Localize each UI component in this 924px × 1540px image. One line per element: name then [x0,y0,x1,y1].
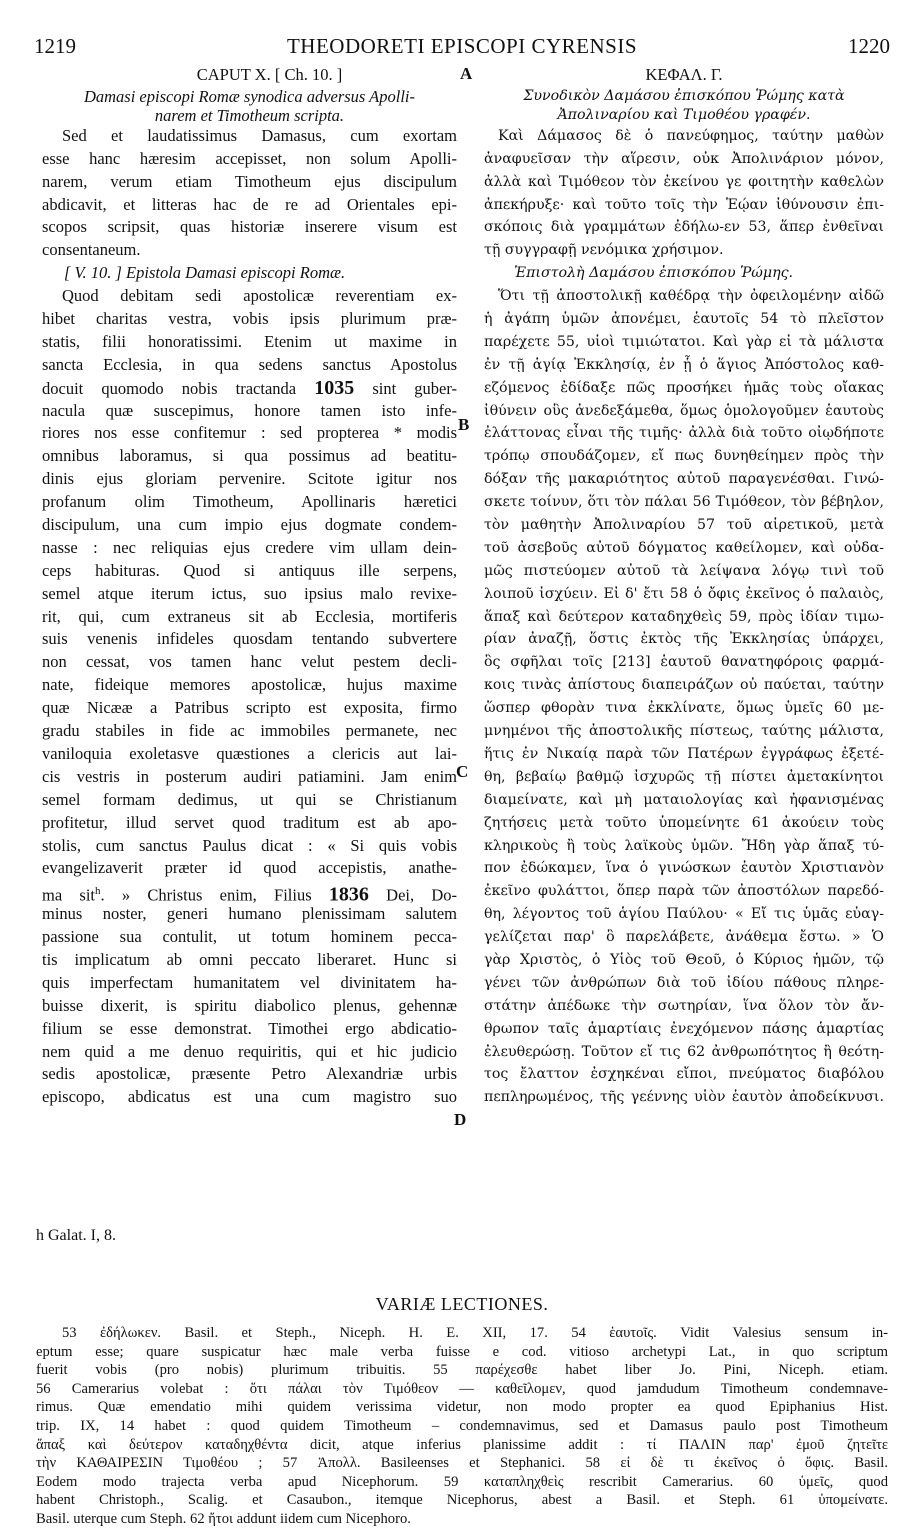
text-line: ἥτις ἐν Νικαίᾳ παρὰ τῶν Πατέρων ἐγγράφως ἐξετέ- [484,745,884,762]
text-segment: docuit quomodo nobis tractanda [42,378,297,398]
text-line: τος ἔλαττον ἐσχηκέναι εἴποι, πνεύματος διαβόλου [484,1066,884,1083]
latin-chapter-subtitle: Damasi episcopi Romæ synodica adversus Apolli- [83,86,416,106]
greek-letter-heading: Ἐπιστολὴ Δαμάσου ἐπισκόπου Ῥώμης. [514,265,794,282]
greek-chapter-subtitle: Συνοδικὸν Δαμάσου ἐπισκόπου Ῥώμης κατὰ [523,87,845,104]
variant-line: Eodem modo trajecta verba apud Nicephorum. 59 καταπληχθεὶς rescribit Camerarius. 60 ὑμεῖς, quod [36,1473,888,1490]
text-line: σκετε τοίνυν, ὅτι τὸν πάλαι 56 Τιμόθεον, τὸν βέβηλον, [484,494,884,511]
greek-chapter-subtitle: Ἀπολιναρίου καὶ Τιμοθέου γραφέν. [557,106,811,123]
text-line: ὥσπερ φθορὰν τινα ἐκκλίνατε, ὅμως ὑμεῖς 60 με- [484,700,884,717]
text-line: γένει τῶν ἀνθρώπων διὰ τοῦ ἰδίου πάθους πληρε- [484,974,884,991]
text-segment: Dei, Do- [386,885,457,904]
text-line: γὰρ Χριστὸς, ὁ Υἱὸς τοῦ Θεοῦ, ὁ Κύριος ἡμῶν, τῷ [484,951,884,968]
text-line: nasse : nec reliquias ejus credere vim ullam dein- [42,537,457,557]
latin-chapter-subtitle: narem et Timotheum scripta. [154,105,345,125]
text-line: στάτην ἀπέδωκε τὴν σωτηρίαν, ἵνα ὅλον τὸν ἄν- [484,997,884,1014]
text-line: σκόποις διὰ γραμμάτων ἐδήλω-εν 53, ἅπερ ἐνθεῖναι [484,219,884,236]
margin-letter-b: B [458,415,470,434]
text-line: buisse dixerit, is spiritu diabolico plenus, gehennæ [42,995,457,1015]
text-line: hibet charitas vestra, vobis ipsis plurimum præ- [42,309,457,329]
text-line: stolis, cum sanctus Paulus dicat : « Si quis vobis [42,835,457,855]
text-line: λοιποῦ ἰσχύειν. Εἰ δ' ἔτι 58 ὁ ὄφις ἐκεῖνος ὁ παλαιὸς, [484,585,884,602]
footnote: h Galat. I, 8. [36,1227,116,1244]
variant-line: 56 Camerarius volebat : ὅτι πάλαι τὸν Τιμόθεον — καθεῖλομεν, quod jamdudum Timotheum condemnave- [36,1380,888,1397]
text-line: sedis apostolicæ, præsente Petro Alexandriæ urbis [42,1064,457,1084]
variant-line: ἅπαξ καὶ δεύτερον καταδηχθέντα dicit, atque inferius planissime addit : τί ΠΑΛΙΝ παρ' ἐμοῦ ζητεῖτε [36,1436,888,1453]
text-line: παρέχετε 55, υἱοὶ τιμιώτατοι. Καὶ γὰρ εἰ τὰ μάλιστα [484,333,884,350]
variant-line: 53 ἐδήλωκεν. Basil. et Steph., Niceph. H. E. XII, 17. 54 ἑαυτοῖς. Vidit Valesius sensum in- [62,1325,888,1341]
latin-column [42,64,457,1109]
text-line: ἀπεκήρυξε· καὶ τοῦτο τοῖς τὴν Ἑῴαν ἰθύνουσιν ἐπι- [484,196,884,213]
column-number: 1836 [328,883,369,904]
text-line: ἀλλὰ καὶ Τιμόθεον τὸν ἐκείνου γε φοιτητὴν καθελὼν [484,173,884,190]
text-line: consentaneum. [42,240,141,260]
text-line: discipulum, una cum impio ejus dogmate condem- [42,515,457,535]
text-line: μῶς πιστεύομεν αὐτοῦ τὰ λείψανα λόγῳ τινὶ τοῦ [484,562,884,579]
variant-line: eptum esse; quare suspicatur hæc male verba fuisse e cod. vitioso archetypi Lat., in quo scriptum [36,1343,888,1360]
text-line: evangelizaverit præter id quod accepistis, anathe- [42,858,457,878]
text-line: riores nos esse confitemur : sed propterea * modis [42,423,457,443]
text-line: vaniloquia exoletasve quæstiones a clericis aut lai- [42,743,457,763]
text-line: πεπληρωμένος, τῆς γεέννης υἱὸν ἑαυτὸν ἀποδείκνυσι. [484,1089,884,1106]
text-line: κληρικοὺς ἢ τοὺς λαϊκοὺς ὑμῶν. Ἤδη γὰρ ἅπαξ τύ- [484,837,884,854]
text-line: ἐλάττονας εἶναι τῆς τιμῆς· ἀλλὰ διὰ τοῦτο οἰῳδήποτε [484,425,884,442]
text-line: gradu stabiles in fide ac immobiles permanete, nec [42,721,457,741]
text-line: τρόπῳ σπουδάζομεν, εἴ πως δυνηθείημεν πρὸς τὴν [484,448,884,465]
text-line: εζόμενος ἐδίδαξε πῶς προσήκει ἡμᾶς τοὺς οἴακας [484,379,884,396]
text-line: suis venenis infideles quosdam tentando subvertere [42,629,457,649]
text-line: Quod debitam sedi apostolicæ reverentiam ex- [62,286,457,306]
text-line: ἰθύνειν οὓς ἀνεδεξάμεθα, ὅμως ὁμολογοῦμεν ἑαυτοὺς [484,402,884,419]
text-line: θη, λέγοντος τοῦ ἁγίου Παύλου· « Εἴ τις ὑμᾶς εὐαγ- [484,906,884,923]
text-line: profitetur, illud servet quod traditum est ab apo- [42,812,457,832]
running-header [34,34,890,64]
text-segment: . » Christus enim, Filius [100,885,312,904]
text-line: ἡ ἀγάπη ὑμῶν ἀπονέμει, ἑαυτοῖς 54 τὸ πλεῖστον [484,311,884,328]
text-line: quis imperfectam humanitatem vel divinitatem ha- [42,972,457,992]
text-line: esse hanc hæresim accepisset, non solum Apolli- [42,148,457,168]
text-line: δόξαν τῆς μακαριότητος αὐτοῦ παραγενέσθαι. Γινώ- [484,471,884,488]
text-line: τοῦ ἀσεβοῦς αὐτοῦ δόγματος καθείλομεν, καὶ οὐδα- [484,539,884,556]
text-line: statis, filii honoratissimi. Etenim ut maxime in [42,331,457,351]
variant-line: habent Christoph., Scalig. et Casaubon., itemque Nicephorus, abest a Basil. et Steph. 61 ὑπομείνατε. [36,1492,888,1509]
page-number-left: 1219 [34,34,76,58]
running-title: THEODORETI EPISCOPI CYRENSIS [286,34,638,58]
greek-column [484,64,884,1109]
text-line: θη, βεβαίῳ βαθμῷ ἰσχυρῶς τῇ πίστει ἀμετακίνητοι [484,768,884,785]
variant-line: rimus. Quæ emendatio mihi quidem verissima videtur, non modo propter ea quod Epiphanius Hist. [36,1399,888,1416]
variae-lectiones [36,1324,888,1529]
text-line: scopos scripsit, quas historiæ inserere visum est [42,217,457,237]
text-line: episcopo, abdicatus est una cum magistro suo [42,1087,457,1107]
variant-line: fuerit vobis (pro nobis) plurimum tribuitis. 55 παρέχεσθε habet liber Jo. Pini, Niceph. etiam. [36,1362,888,1379]
text-line: ὃς σφῆλαι τοῖς [213] ἑαυτοῦ θανατηφόροις φαρμά- [484,654,884,671]
text-line-with-column-number [42,377,457,400]
text-line: sancta Ecclesia, in qua sedens sanctus Apostolus [42,354,457,374]
text-line: ἐλευθερώσῃ. Τοῦτον εἴ τις 62 ἀνθρωπότητος ἢ θεότη- [484,1043,884,1060]
latin-letter-heading: [ V. 10. ] Epistola Damasi episcopi Romæ. [64,263,346,283]
text-line: nate, fideique memores apostolicæ, hujus maxime [42,675,457,695]
text-line: ἀναφυεῖσαν τὴν αἵρεσιν, οὐκ Ἀπολινάριον μόνον, [484,150,884,167]
text-line: profanum olim Timotheum, Apollinaris hæretici [42,492,457,512]
text-line: tis implicatum ab omni peccato liberaret. Hunc si [42,949,457,969]
column-number: 1035 [314,376,355,399]
text-line: ἐν τῇ ἁγίᾳ Ἐκκλησίᾳ, ἐν ᾗ ὁ ἅγιος Ἀπόστολος καθ- [484,356,884,373]
variant-line: Basil. uterque cum Steph. 62 ἤτοι addunt iidem cum Nicephoro. [36,1510,411,1527]
text-line-with-column-number [42,880,457,903]
text-line: ρίαν ἀναζῇ, ὅστις ἐκτὸς τῆς Ἐκκλησίας ὑπάρχει, [484,631,884,648]
text-line: nem quid a me denuo requiritis, qui et hic judicio [42,1041,457,1061]
text-line: κοις τινὰς ἀπίστους διαπειράζων οὐ παύεται, ταύτην [484,677,884,694]
text-line: ζητήσεις μετὰ τοῦτο ὑπομείνητε 61 ἀκούειν τοὺς [484,814,884,831]
text-line: Καὶ Δάμασος δὲ ὁ πανεύφημος, ταύτην μαθὼν [498,127,884,144]
text-line: non cessat, vos tamen hanc velut pestem decli- [42,652,457,672]
text-line: cis vestris in posterum audiri patiamini. Jam enim [42,766,457,786]
latin-chapter-heading: CAPUT X. [ Ch. 10. ] [196,65,343,84]
margin-letter-c: C [456,762,469,781]
text-line: filium se esse demonstrat. Timothei ergo abdicatio- [42,1018,457,1038]
text-segment: ma sit [42,885,96,904]
text-segment: sint guber- [372,378,457,398]
text-line: dinis ejus gloriam pervenire. Scitote igitur nos [42,469,457,489]
text-line: omnibus laboramus, si qua possimus ad beatitu- [42,446,457,466]
text-line: θρωπον ταῖς ἁμαρτίαις ἐνεχόμενον πάσης ἁμαρτίας [484,1020,884,1037]
text-line: πον ἐδώκαμεν, ἵνα ὁ γινώσκων ἑαυτὸν Χριστιανὸν [484,860,884,877]
text-line: ἐκεῖνο φυλάττοι, ὅπερ παρὰ τῶν ἀποστόλων παρεδό- [484,883,884,900]
greek-chapter-heading: ΚΕΦΑΛ. Γ. [645,65,723,84]
text-line: rit, qui, cum extraneus sit ab Ecclesia, mortiferis [42,606,457,626]
margin-letter-d: D [454,1110,467,1129]
text-line: μνημένοι τῆς ἀποστολικῆς πίστεως, ταύτης μάλιστα, [484,723,884,740]
text-line: minus noster, generi humano plenissimam salutem [42,904,457,924]
text-line: semel atque iterum ictus, suo ipsius malo revixe- [42,583,457,603]
text-line: ceps habituras. Quod si antiquus ille serpens, [42,560,457,580]
variae-lectiones-title: VARIÆ LECTIONES. [375,1294,549,1314]
text-line: narem, verum etiam Timotheum ejus discipulum [42,171,457,191]
text-line: semel formam dedimus, ut qui se Christianum [42,789,457,809]
text-line: ἅπαξ καὶ δεύτερον καταδηχθεὶς 59, πρὸς ἰδίαν τιμω- [484,608,884,625]
text-line: τὸν μαθητὴν Ἀπολιναρίου 57 τοῦ αἱρετικοῦ, μετὰ [484,517,884,534]
text-line: τῇ συγγραφῇ νενόμικα χρήσιμον. [484,242,724,259]
text-line: Sed et laudatissimus Damasus, cum exortam [62,125,457,145]
text-line: quæ Nicææ a Patribus scripto est exposita, firmo [42,698,457,718]
text-line: passione sua contulit, ut totum hominem pecca- [42,927,457,947]
footnote-marker: h [95,885,101,898]
variant-line: trip. IX, 14 habet : quod quidem Timotheum – condemnavimus, sed et Damasus paulo post Timotheum [36,1417,888,1434]
text-line: Ὅτι τῇ ἀποστολικῇ καθέδρᾳ τὴν ὀφειλομένην αἰδῶ [498,288,884,305]
text-line: nacula quæ suscepimus, honore tamen isto infe- [42,400,457,420]
page-number-right: 1220 [848,34,890,58]
variant-line: τὴν ΚΑΘΑΙΡΕΣΙΝ Τιμοθέου ; 57 Ἀπολλ. Basileenses et Stephanici. 58 εἰ δὲ τι ἐκεῖνος ὁ ὄφις. Basil. [36,1455,888,1472]
text-line: διαμείνατε, καὶ μὴ ματαιολογίας καὶ ἠφανισμένας [484,791,884,808]
text-line: γελίζεται παρ' ὃ παρελάβετε, ἀνάθεμα ἔστω. » Ὁ [484,929,884,946]
text-line: abdicavit, et litteras hac de re ad Orientales epi- [42,194,457,214]
margin-letter-a: A [460,64,473,83]
